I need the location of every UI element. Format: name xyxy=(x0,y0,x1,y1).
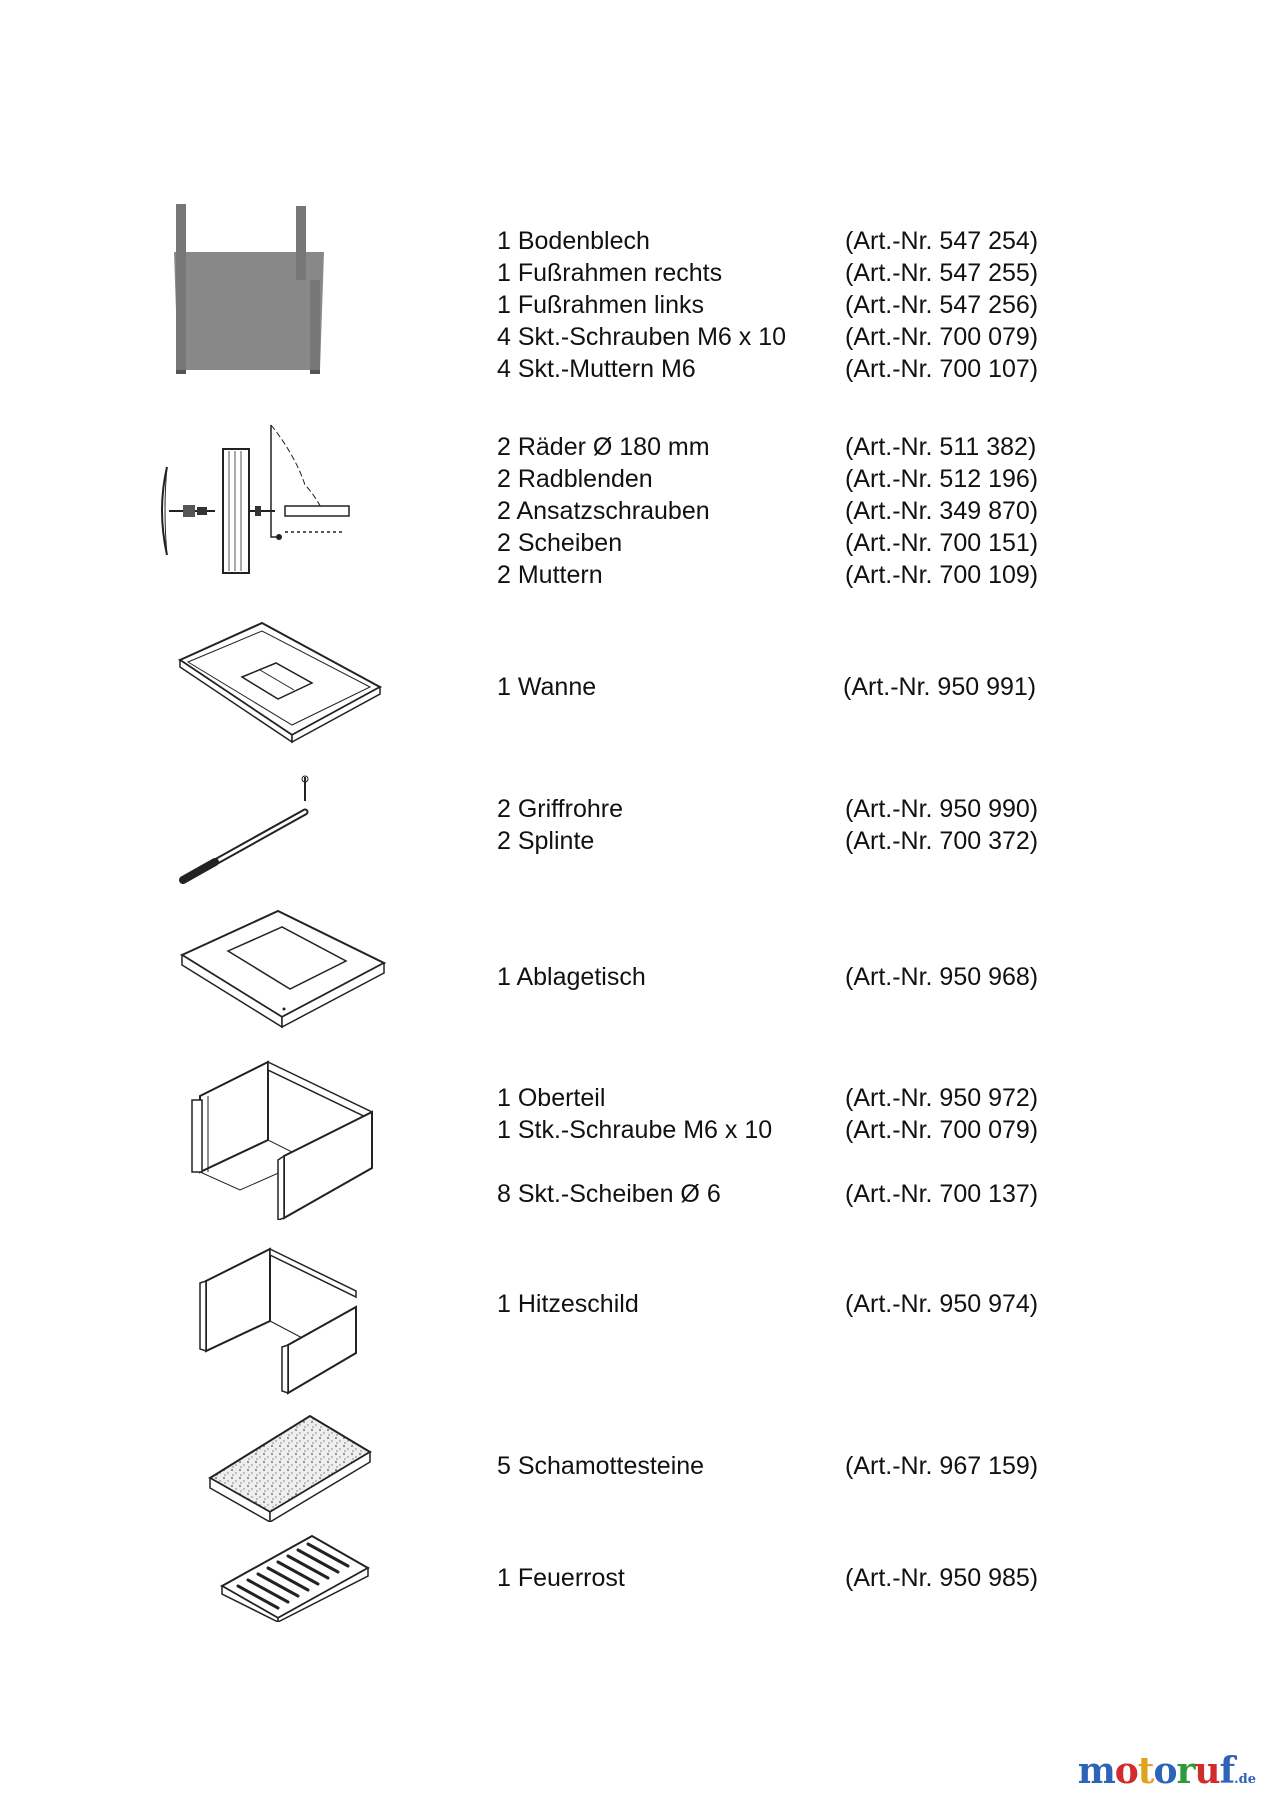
part-description: 1 Feuerrost xyxy=(497,1564,625,1592)
heat-shield-illustration xyxy=(198,1245,363,1395)
part-row xyxy=(0,1178,1272,1210)
article-number: (Art.-Nr. 950 968) xyxy=(845,963,1039,991)
article-number: (Art.-Nr. 967 159) xyxy=(845,1452,1039,1480)
part-description: 1 Hitzeschild xyxy=(497,1290,639,1318)
article-number: (Art.-Nr. 512 196) xyxy=(845,465,1039,493)
article-number: (Art.-Nr. 950 972) xyxy=(845,1084,1039,1112)
part-row xyxy=(0,671,1272,703)
part-description: 1 Wanne xyxy=(497,673,597,701)
part-description: 2 Splinte xyxy=(497,827,595,855)
part-row xyxy=(0,1450,1272,1482)
part-row xyxy=(0,825,1272,857)
article-number: (Art.-Nr. 700 137) xyxy=(845,1180,1039,1208)
article-number: (Art.-Nr. 511 382) xyxy=(845,433,1037,461)
part-description: 4 Skt.-Muttern M6 xyxy=(497,355,696,383)
article-number: (Art.-Nr. 700 151) xyxy=(845,529,1039,557)
article-number: (Art.-Nr. 700 372) xyxy=(845,827,1039,855)
article-number: (Art.-Nr. 547 256) xyxy=(845,291,1039,319)
part-row xyxy=(0,559,1272,591)
part-row xyxy=(0,1082,1272,1114)
part-description: 2 Ansatzschrauben xyxy=(497,497,710,525)
part-description: 2 Radblenden xyxy=(497,465,653,493)
part-description: 2 Räder Ø 180 mm xyxy=(497,433,710,461)
part-row xyxy=(0,1562,1272,1594)
part-description: 1 Bodenblech xyxy=(497,227,650,255)
part-row xyxy=(0,289,1272,321)
article-number: (Art.-Nr. 700 107) xyxy=(845,355,1039,383)
part-description: 1 Ablagetisch xyxy=(497,963,646,991)
part-row xyxy=(0,431,1272,463)
article-number: (Art.-Nr. 950 974) xyxy=(845,1290,1039,1318)
article-number: (Art.-Nr. 700 079) xyxy=(845,1116,1039,1144)
part-row xyxy=(0,527,1272,559)
article-number: (Art.-Nr. 950 985) xyxy=(845,1564,1039,1592)
part-description: 2 Muttern xyxy=(497,561,603,589)
part-row xyxy=(0,793,1272,825)
part-description: 2 Scheiben xyxy=(497,529,623,557)
article-number: (Art.-Nr. 349 870) xyxy=(845,497,1039,525)
part-row xyxy=(0,353,1272,385)
part-description: 2 Griffrohre xyxy=(497,795,623,823)
part-row xyxy=(0,961,1272,993)
part-description: 1 Fußrahmen links xyxy=(497,291,705,319)
article-number: (Art.-Nr. 700 109) xyxy=(845,561,1039,589)
article-number: (Art.-Nr. 547 254) xyxy=(845,227,1039,255)
part-description: 5 Schamottesteine xyxy=(497,1452,705,1480)
part-description: 1 Oberteil xyxy=(497,1084,606,1112)
part-description: 8 Skt.-Scheiben Ø 6 xyxy=(497,1180,721,1208)
part-description: 4 Skt.-Schrauben M6 x 10 xyxy=(497,323,787,351)
part-description: 1 Fußrahmen rechts xyxy=(497,259,723,287)
article-number: (Art.-Nr. 547 255) xyxy=(845,259,1039,287)
article-number: (Art.-Nr. 950 991) xyxy=(843,673,1037,701)
part-row xyxy=(0,1114,1272,1146)
part-row xyxy=(0,321,1272,353)
part-row xyxy=(0,1288,1272,1320)
part-description: 1 Stk.-Schraube M6 x 10 xyxy=(497,1116,773,1144)
article-number: (Art.-Nr. 950 990) xyxy=(845,795,1039,823)
part-row xyxy=(0,495,1272,527)
part-row xyxy=(0,225,1272,257)
article-number: (Art.-Nr. 700 079) xyxy=(845,323,1039,351)
part-row xyxy=(0,463,1272,495)
part-row xyxy=(0,257,1272,289)
motoruf-logo: motoruf.de xyxy=(1077,1750,1256,1792)
